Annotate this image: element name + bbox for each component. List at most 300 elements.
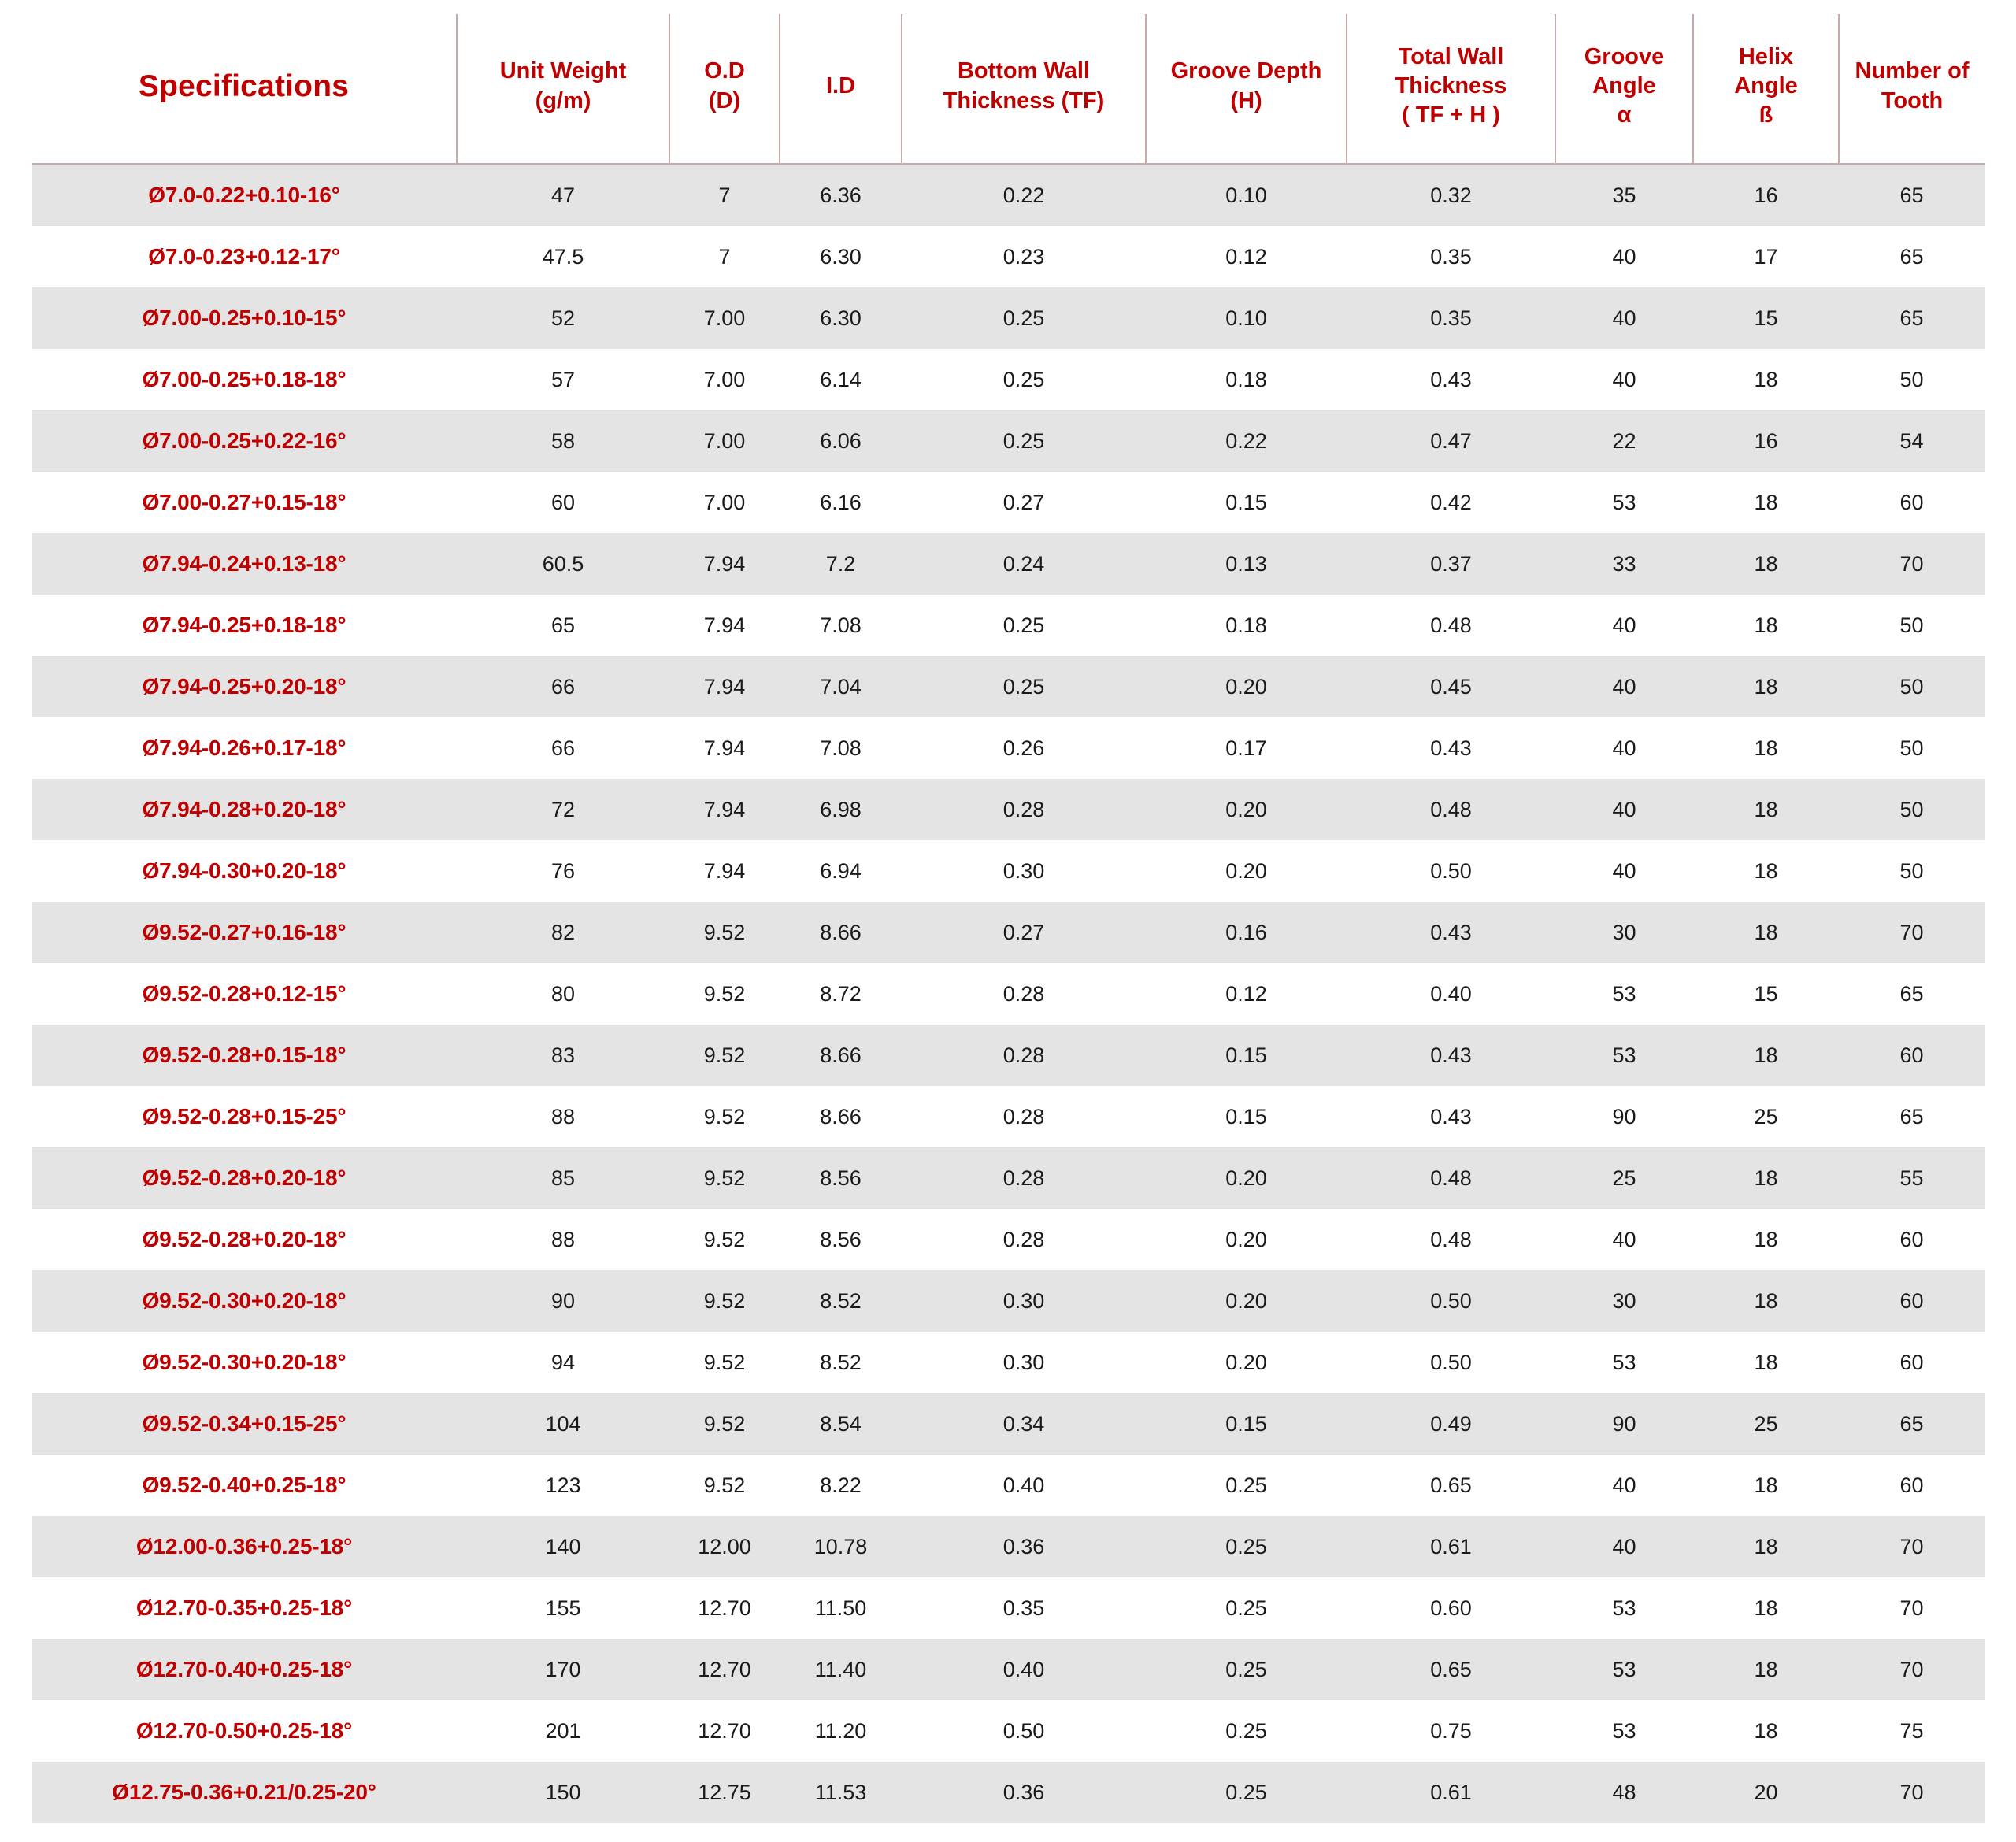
cell-ha: 18	[1693, 1700, 1839, 1762]
cell-bwt: 0.28	[902, 1025, 1146, 1086]
cell-gd: 0.25	[1146, 1455, 1347, 1516]
table-row	[32, 349, 1984, 410]
table-row	[32, 595, 1984, 656]
cell-nt: 65	[1839, 1393, 1984, 1455]
cell-ga: 90	[1555, 1086, 1693, 1147]
cell-od: 7.94	[669, 840, 780, 902]
cell-bwt: 0.25	[902, 410, 1146, 472]
cell-id: 8.66	[780, 902, 902, 963]
cell-twt: 0.43	[1347, 1025, 1555, 1086]
table-row	[32, 1025, 1984, 1086]
cell-ga: 53	[1555, 1332, 1693, 1393]
cell-ha: 20	[1693, 1762, 1839, 1823]
cell-gd: 0.20	[1146, 840, 1347, 902]
cell-nt: 55	[1839, 1147, 1984, 1209]
cell-ha: 18	[1693, 1209, 1839, 1270]
cell-od: 7	[669, 226, 780, 287]
cell-twt: 0.65	[1347, 1455, 1555, 1516]
cell-specification: Ø7.0-0.23+0.12-17°	[32, 226, 457, 287]
cell-twt: 0.43	[1347, 349, 1555, 410]
cell-gd: 0.18	[1146, 349, 1347, 410]
cell-specification: Ø9.52-0.28+0.12-15°	[32, 963, 457, 1025]
cell-bwt: 0.25	[902, 287, 1146, 349]
cell-bwt: 0.30	[902, 1332, 1146, 1393]
cell-ga: 30	[1555, 902, 1693, 963]
cell-uw: 57	[457, 349, 669, 410]
cell-uw: 82	[457, 902, 669, 963]
cell-twt: 0.50	[1347, 840, 1555, 902]
cell-od: 12.00	[669, 1516, 780, 1577]
cell-nt: 50	[1839, 840, 1984, 902]
cell-gd: 0.20	[1146, 1332, 1347, 1393]
cell-bwt: 0.28	[902, 1147, 1146, 1209]
table-row	[32, 779, 1984, 840]
cell-twt: 0.37	[1347, 533, 1555, 595]
cell-twt: 0.49	[1347, 1393, 1555, 1455]
cell-twt: 0.32	[1347, 164, 1555, 226]
cell-bwt: 0.30	[902, 840, 1146, 902]
cell-od: 12.70	[669, 1577, 780, 1639]
cell-uw: 94	[457, 1332, 669, 1393]
cell-nt: 70	[1839, 1516, 1984, 1577]
cell-ha: 18	[1693, 595, 1839, 656]
cell-gd: 0.25	[1146, 1762, 1347, 1823]
cell-ha: 18	[1693, 840, 1839, 902]
cell-ga: 40	[1555, 717, 1693, 779]
cell-uw: 88	[457, 1086, 669, 1147]
cell-ha: 18	[1693, 472, 1839, 533]
cell-id: 7.04	[780, 656, 902, 717]
cell-specification: Ø7.94-0.25+0.18-18°	[32, 595, 457, 656]
cell-uw: 83	[457, 1025, 669, 1086]
cell-gd: 0.20	[1146, 779, 1347, 840]
cell-bwt: 0.28	[902, 1209, 1146, 1270]
cell-nt: 70	[1839, 533, 1984, 595]
cell-ha: 25	[1693, 1086, 1839, 1147]
table-row	[32, 1516, 1984, 1577]
cell-specification: Ø9.52-0.28+0.20-18°	[32, 1209, 457, 1270]
table-row	[32, 1639, 1984, 1700]
cell-od: 7.00	[669, 287, 780, 349]
cell-id: 6.98	[780, 779, 902, 840]
cell-bwt: 0.28	[902, 963, 1146, 1025]
cell-bwt: 0.28	[902, 1086, 1146, 1147]
cell-specification: Ø12.75-0.36+0.21/0.25-20°	[32, 1762, 457, 1823]
cell-gd: 0.15	[1146, 1086, 1347, 1147]
specifications-table	[32, 14, 1984, 1823]
cell-gd: 0.15	[1146, 472, 1347, 533]
cell-od: 7.94	[669, 656, 780, 717]
cell-uw: 170	[457, 1639, 669, 1700]
cell-id: 7.08	[780, 595, 902, 656]
cell-id: 6.94	[780, 840, 902, 902]
cell-ga: 35	[1555, 164, 1693, 226]
cell-nt: 60	[1839, 1025, 1984, 1086]
table-row	[32, 410, 1984, 472]
table-row	[32, 1086, 1984, 1147]
cell-twt: 0.45	[1347, 656, 1555, 717]
cell-ga: 53	[1555, 963, 1693, 1025]
cell-specification: Ø12.00-0.36+0.25-18°	[32, 1516, 457, 1577]
table-row	[32, 902, 1984, 963]
cell-twt: 0.50	[1347, 1270, 1555, 1332]
cell-gd: 0.17	[1146, 717, 1347, 779]
cell-bwt: 0.36	[902, 1762, 1146, 1823]
cell-specification: Ø9.52-0.27+0.16-18°	[32, 902, 457, 963]
table-row	[32, 533, 1984, 595]
column-header-od: O.D (D)	[669, 14, 780, 164]
cell-bwt: 0.50	[902, 1700, 1146, 1762]
cell-nt: 70	[1839, 1639, 1984, 1700]
cell-ha: 18	[1693, 1577, 1839, 1639]
cell-uw: 104	[457, 1393, 669, 1455]
cell-twt: 0.65	[1347, 1639, 1555, 1700]
table-row	[32, 472, 1984, 533]
cell-uw: 60	[457, 472, 669, 533]
cell-ga: 40	[1555, 1455, 1693, 1516]
cell-od: 7.00	[669, 349, 780, 410]
cell-bwt: 0.25	[902, 595, 1146, 656]
cell-twt: 0.48	[1347, 1147, 1555, 1209]
cell-gd: 0.20	[1146, 1147, 1347, 1209]
cell-od: 9.52	[669, 1209, 780, 1270]
cell-ha: 18	[1693, 1455, 1839, 1516]
table-row	[32, 1147, 1984, 1209]
cell-nt: 54	[1839, 410, 1984, 472]
column-header-groove-depth: Groove Depth (H)	[1146, 14, 1347, 164]
cell-id: 7.08	[780, 717, 902, 779]
cell-gd: 0.15	[1146, 1393, 1347, 1455]
cell-od: 7.94	[669, 717, 780, 779]
cell-od: 7.94	[669, 779, 780, 840]
cell-uw: 72	[457, 779, 669, 840]
cell-ha: 18	[1693, 1516, 1839, 1577]
cell-ga: 33	[1555, 533, 1693, 595]
cell-uw: 140	[457, 1516, 669, 1577]
cell-nt: 65	[1839, 287, 1984, 349]
cell-uw: 85	[457, 1147, 669, 1209]
cell-nt: 60	[1839, 1270, 1984, 1332]
cell-id: 6.30	[780, 226, 902, 287]
cell-gd: 0.22	[1146, 410, 1347, 472]
cell-nt: 60	[1839, 1209, 1984, 1270]
cell-specification: Ø7.0-0.22+0.10-16°	[32, 164, 457, 226]
table-row	[32, 1577, 1984, 1639]
table-header	[32, 14, 1984, 164]
cell-uw: 88	[457, 1209, 669, 1270]
cell-bwt: 0.40	[902, 1455, 1146, 1516]
cell-id: 8.52	[780, 1332, 902, 1393]
cell-od: 7.00	[669, 472, 780, 533]
column-header-specifications: Specifications	[32, 14, 457, 164]
cell-specification: Ø7.94-0.24+0.13-18°	[32, 533, 457, 595]
cell-twt: 0.43	[1347, 1086, 1555, 1147]
cell-od: 9.52	[669, 1147, 780, 1209]
cell-bwt: 0.24	[902, 533, 1146, 595]
cell-gd: 0.18	[1146, 595, 1347, 656]
table-row	[32, 1332, 1984, 1393]
cell-ha: 25	[1693, 1393, 1839, 1455]
cell-od: 9.52	[669, 1270, 780, 1332]
cell-ha: 18	[1693, 779, 1839, 840]
cell-ga: 90	[1555, 1393, 1693, 1455]
cell-specification: Ø7.00-0.25+0.22-16°	[32, 410, 457, 472]
cell-ga: 53	[1555, 1025, 1693, 1086]
cell-id: 11.50	[780, 1577, 902, 1639]
cell-twt: 0.60	[1347, 1577, 1555, 1639]
cell-gd: 0.20	[1146, 656, 1347, 717]
cell-id: 6.36	[780, 164, 902, 226]
cell-ha: 18	[1693, 1270, 1839, 1332]
cell-ga: 40	[1555, 840, 1693, 902]
cell-id: 8.22	[780, 1455, 902, 1516]
cell-bwt: 0.30	[902, 1270, 1146, 1332]
cell-specification: Ø9.52-0.30+0.20-18°	[32, 1270, 457, 1332]
column-header-number-of-tooth: Number of Tooth	[1839, 14, 1984, 164]
cell-ha: 16	[1693, 410, 1839, 472]
cell-ga: 48	[1555, 1762, 1693, 1823]
table-row	[32, 1270, 1984, 1332]
cell-bwt: 0.27	[902, 472, 1146, 533]
cell-ga: 40	[1555, 1516, 1693, 1577]
column-header-helix-angle: Helix Angle ß	[1693, 14, 1839, 164]
cell-uw: 80	[457, 963, 669, 1025]
cell-ha: 18	[1693, 533, 1839, 595]
table-row	[32, 963, 1984, 1025]
cell-specification: Ø7.00-0.27+0.15-18°	[32, 472, 457, 533]
cell-bwt: 0.34	[902, 1393, 1146, 1455]
cell-twt: 0.42	[1347, 472, 1555, 533]
cell-gd: 0.15	[1146, 1025, 1347, 1086]
cell-bwt: 0.25	[902, 656, 1146, 717]
cell-ga: 25	[1555, 1147, 1693, 1209]
table-row	[32, 1455, 1984, 1516]
table-row	[32, 656, 1984, 717]
cell-od: 9.52	[669, 1393, 780, 1455]
cell-nt: 70	[1839, 1762, 1984, 1823]
cell-specification: Ø9.52-0.28+0.20-18°	[32, 1147, 457, 1209]
table-row	[32, 287, 1984, 349]
cell-uw: 76	[457, 840, 669, 902]
cell-ga: 40	[1555, 287, 1693, 349]
cell-bwt: 0.40	[902, 1639, 1146, 1700]
cell-twt: 0.40	[1347, 963, 1555, 1025]
cell-nt: 65	[1839, 1086, 1984, 1147]
cell-gd: 0.12	[1146, 963, 1347, 1025]
cell-ga: 40	[1555, 349, 1693, 410]
cell-ha: 18	[1693, 902, 1839, 963]
table-row	[32, 1700, 1984, 1762]
cell-gd: 0.25	[1146, 1516, 1347, 1577]
cell-specification: Ø9.52-0.40+0.25-18°	[32, 1455, 457, 1516]
cell-id: 8.66	[780, 1025, 902, 1086]
cell-specification: Ø7.00-0.25+0.18-18°	[32, 349, 457, 410]
cell-twt: 0.43	[1347, 902, 1555, 963]
cell-ga: 22	[1555, 410, 1693, 472]
cell-ha: 15	[1693, 287, 1839, 349]
cell-gd: 0.25	[1146, 1639, 1347, 1700]
cell-od: 9.52	[669, 902, 780, 963]
column-header-id: I.D	[780, 14, 902, 164]
cell-ga: 53	[1555, 1700, 1693, 1762]
cell-od: 7.94	[669, 595, 780, 656]
cell-uw: 47.5	[457, 226, 669, 287]
cell-bwt: 0.36	[902, 1516, 1146, 1577]
cell-nt: 70	[1839, 1577, 1984, 1639]
table-body	[32, 164, 1984, 1823]
cell-specification: Ø7.94-0.26+0.17-18°	[32, 717, 457, 779]
cell-ha: 18	[1693, 717, 1839, 779]
cell-ga: 40	[1555, 595, 1693, 656]
table-row	[32, 1209, 1984, 1270]
cell-gd: 0.12	[1146, 226, 1347, 287]
cell-twt: 0.48	[1347, 779, 1555, 840]
cell-nt: 65	[1839, 164, 1984, 226]
cell-uw: 47	[457, 164, 669, 226]
cell-twt: 0.50	[1347, 1332, 1555, 1393]
cell-id: 6.16	[780, 472, 902, 533]
cell-ga: 40	[1555, 1209, 1693, 1270]
cell-uw: 65	[457, 595, 669, 656]
cell-id: 8.56	[780, 1209, 902, 1270]
cell-specification: Ø7.94-0.30+0.20-18°	[32, 840, 457, 902]
cell-od: 9.52	[669, 1332, 780, 1393]
cell-twt: 0.35	[1347, 287, 1555, 349]
cell-ha: 18	[1693, 1147, 1839, 1209]
table-row	[32, 164, 1984, 226]
cell-id: 8.66	[780, 1086, 902, 1147]
cell-twt: 0.75	[1347, 1700, 1555, 1762]
cell-id: 6.06	[780, 410, 902, 472]
cell-od: 9.52	[669, 1455, 780, 1516]
cell-od: 12.75	[669, 1762, 780, 1823]
cell-uw: 90	[457, 1270, 669, 1332]
cell-twt: 0.48	[1347, 1209, 1555, 1270]
cell-ga: 40	[1555, 656, 1693, 717]
cell-ga: 30	[1555, 1270, 1693, 1332]
table-row	[32, 1393, 1984, 1455]
column-header-unit-weight: Unit Weight (g/m)	[457, 14, 669, 164]
cell-uw: 201	[457, 1700, 669, 1762]
cell-gd: 0.25	[1146, 1700, 1347, 1762]
cell-ha: 15	[1693, 963, 1839, 1025]
cell-ha: 16	[1693, 164, 1839, 226]
cell-nt: 50	[1839, 349, 1984, 410]
cell-id: 8.56	[780, 1147, 902, 1209]
cell-specification: Ø12.70-0.50+0.25-18°	[32, 1700, 457, 1762]
cell-nt: 60	[1839, 1332, 1984, 1393]
cell-nt: 60	[1839, 472, 1984, 533]
cell-ha: 18	[1693, 656, 1839, 717]
table-row	[32, 717, 1984, 779]
cell-uw: 150	[457, 1762, 669, 1823]
cell-od: 9.52	[669, 1025, 780, 1086]
cell-twt: 0.47	[1347, 410, 1555, 472]
cell-id: 6.30	[780, 287, 902, 349]
cell-bwt: 0.26	[902, 717, 1146, 779]
cell-twt: 0.35	[1347, 226, 1555, 287]
column-header-groove-angle: Groove Angle α	[1555, 14, 1693, 164]
cell-nt: 50	[1839, 656, 1984, 717]
cell-id: 11.40	[780, 1639, 902, 1700]
table-header-row	[32, 14, 1984, 164]
cell-specification: Ø12.70-0.40+0.25-18°	[32, 1639, 457, 1700]
cell-id: 8.52	[780, 1270, 902, 1332]
cell-id: 7.2	[780, 533, 902, 595]
cell-id: 11.20	[780, 1700, 902, 1762]
cell-nt: 50	[1839, 717, 1984, 779]
cell-bwt: 0.27	[902, 902, 1146, 963]
cell-id: 6.14	[780, 349, 902, 410]
cell-twt: 0.61	[1347, 1516, 1555, 1577]
column-header-bottom-wall-thickness: Bottom Wall Thickness (TF)	[902, 14, 1146, 164]
column-header-total-wall-thickness: Total Wall Thickness ( TF + H )	[1347, 14, 1555, 164]
cell-gd: 0.20	[1146, 1209, 1347, 1270]
cell-gd: 0.20	[1146, 1270, 1347, 1332]
cell-bwt: 0.35	[902, 1577, 1146, 1639]
cell-bwt: 0.28	[902, 779, 1146, 840]
cell-nt: 65	[1839, 963, 1984, 1025]
cell-ga: 53	[1555, 1577, 1693, 1639]
cell-specification: Ø7.00-0.25+0.10-15°	[32, 287, 457, 349]
cell-bwt: 0.22	[902, 164, 1146, 226]
cell-nt: 70	[1839, 902, 1984, 963]
cell-id: 10.78	[780, 1516, 902, 1577]
cell-uw: 60.5	[457, 533, 669, 595]
cell-gd: 0.10	[1146, 287, 1347, 349]
cell-ga: 40	[1555, 226, 1693, 287]
cell-bwt: 0.23	[902, 226, 1146, 287]
cell-od: 12.70	[669, 1700, 780, 1762]
cell-specification: Ø9.52-0.28+0.15-25°	[32, 1086, 457, 1147]
cell-ha: 17	[1693, 226, 1839, 287]
cell-uw: 66	[457, 717, 669, 779]
cell-gd: 0.10	[1146, 164, 1347, 226]
cell-gd: 0.13	[1146, 533, 1347, 595]
cell-specification: Ø9.52-0.28+0.15-18°	[32, 1025, 457, 1086]
cell-twt: 0.43	[1347, 717, 1555, 779]
cell-specification: Ø7.94-0.28+0.20-18°	[32, 779, 457, 840]
cell-ha: 18	[1693, 1332, 1839, 1393]
cell-twt: 0.48	[1347, 595, 1555, 656]
table-row	[32, 840, 1984, 902]
cell-ha: 18	[1693, 1639, 1839, 1700]
cell-od: 7.94	[669, 533, 780, 595]
cell-ga: 53	[1555, 472, 1693, 533]
cell-nt: 60	[1839, 1455, 1984, 1516]
table-row	[32, 226, 1984, 287]
cell-od: 9.52	[669, 1086, 780, 1147]
cell-specification: Ø9.52-0.30+0.20-18°	[32, 1332, 457, 1393]
cell-uw: 58	[457, 410, 669, 472]
cell-ha: 18	[1693, 1025, 1839, 1086]
cell-ha: 18	[1693, 349, 1839, 410]
table-row	[32, 1762, 1984, 1823]
cell-specification: Ø9.52-0.34+0.15-25°	[32, 1393, 457, 1455]
cell-uw: 155	[457, 1577, 669, 1639]
cell-uw: 123	[457, 1455, 669, 1516]
cell-gd: 0.25	[1146, 1577, 1347, 1639]
cell-nt: 50	[1839, 595, 1984, 656]
cell-id: 8.72	[780, 963, 902, 1025]
cell-id: 11.53	[780, 1762, 902, 1823]
cell-nt: 50	[1839, 779, 1984, 840]
cell-nt: 75	[1839, 1700, 1984, 1762]
cell-od: 7.00	[669, 410, 780, 472]
cell-uw: 52	[457, 287, 669, 349]
cell-uw: 66	[457, 656, 669, 717]
cell-id: 8.54	[780, 1393, 902, 1455]
